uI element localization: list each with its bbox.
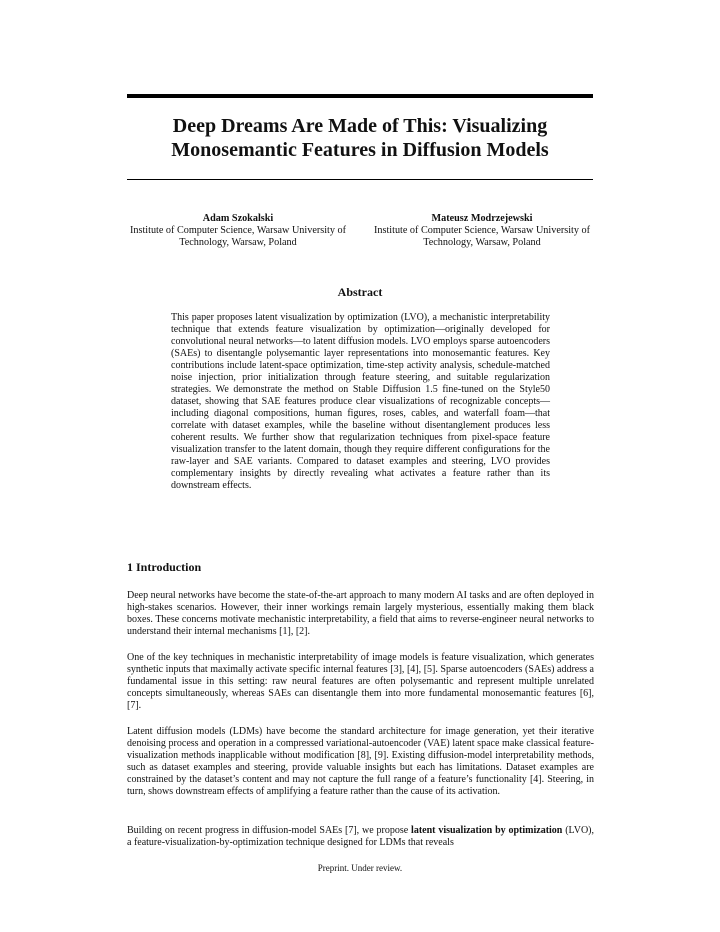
page-footer: Preprint. Under review. xyxy=(317,863,403,873)
section-heading: 1 Introduction xyxy=(127,560,202,574)
abstract-heading: Abstract xyxy=(337,285,383,299)
title-top-rule xyxy=(127,94,593,98)
emphasized-term: latent visualization by optimization xyxy=(411,825,563,836)
author-affiliation: Institute of Computer Science, Warsaw University of Technology, Warsaw, Poland xyxy=(130,225,346,248)
body-paragraph: One of the key techniques in mechanistic interpretability of image models is feature visualization, which generates synthetic inputs that maximally activate specific internal features [3], [4], [5]. Sparse autoencoders (SAEs) address a fundamental issue in this setting: raw neural features are often polysemantic and represent multiple unrelated concepts simultaneously, whereas SAEs can disentangle them into more fundamental monosemantic features [6], [7]. xyxy=(127,652,594,711)
body-paragraph: Latent diffusion models (LDMs) have become the standard architecture for image generation, yet their iterative denoising process and operation in a compressed variational-autoencoder (VAE) latent space make classical feature-visualization methods inapplicable without modification [8], [9]. Existing diffusion-model interpretability methods, such as dataset examples and steering, provide valuable insights but each has limitations. Dataset examples are constrained by the dataset’s content and may not capture the full range of a feature’s functionality [4]. Steering, in turn, shows downstream effects of amplifying a feature rather than the cause of its activation. xyxy=(127,726,594,797)
paragraph-text: Building on recent progress in diffusion-model SAEs [7], we propose xyxy=(127,825,412,836)
author-affiliation: Institute of Computer Science, Warsaw University of Technology, Warsaw, Poland xyxy=(374,225,590,248)
author-name: Mateusz Modrzejewski xyxy=(431,213,533,224)
abstract-text: This paper proposes latent visualization by optimization (LVO), a mechanistic interpretability technique that extends feature visualization by optimization—originally developed for convolutional neural networks—to latent diffusion models. LVO employs sparse autoencoders (SAEs) to disentangle polysemantic layer representations into monosemantic features. Key contributions include latent-space optimization, time-step activity analysis, schedule-matched noise injection, prior initialization through feature steering, and suitable regularization strategies. We demonstrate the method on Stable Diffusion 1.5 fine-tuned on the Style50 dataset, showing that SAE features produce clear visualizations of recognizable concepts—including diagonal compositions, human figures, roses, cables, and waterfall foam—that correlate with dataset examples, while the baseline without disentanglement produces less coherent results. We further show that regularization techniques from pixel-space feature visualization transfer to the latent domain, though they require different configurations for the raw-layer and SAE variants. Compared to dataset examples and steering, LVO provides complementary insights by directly revealing what activates a feature rather than its downstream effects. xyxy=(171,312,550,491)
paper-title: Deep Dreams Are Made of This: Visualizing Monosemantic Features in Diffusion Models xyxy=(171,115,549,161)
author-block-2 xyxy=(368,213,596,249)
author-block-1 xyxy=(124,213,352,249)
author-name: Adam Szokalski xyxy=(202,213,274,224)
body-paragraph xyxy=(127,825,594,849)
paragraph-text: (LVO), a feature-visualization-by-optimization technique designed for LDMs that reveals xyxy=(127,825,594,848)
body-paragraph: Deep neural networks have become the state-of-the-art approach to many modern AI tasks and are often deployed in high-stakes scenarios. However, their inner workings remain largely mysterious, essentially making them black boxes. These concerns motivate mechanistic interpretability, a field that aims to reverse-engineer neural networks to understand their internal mechanisms [1], [2]. xyxy=(127,590,594,637)
title-bottom-rule xyxy=(127,179,593,180)
